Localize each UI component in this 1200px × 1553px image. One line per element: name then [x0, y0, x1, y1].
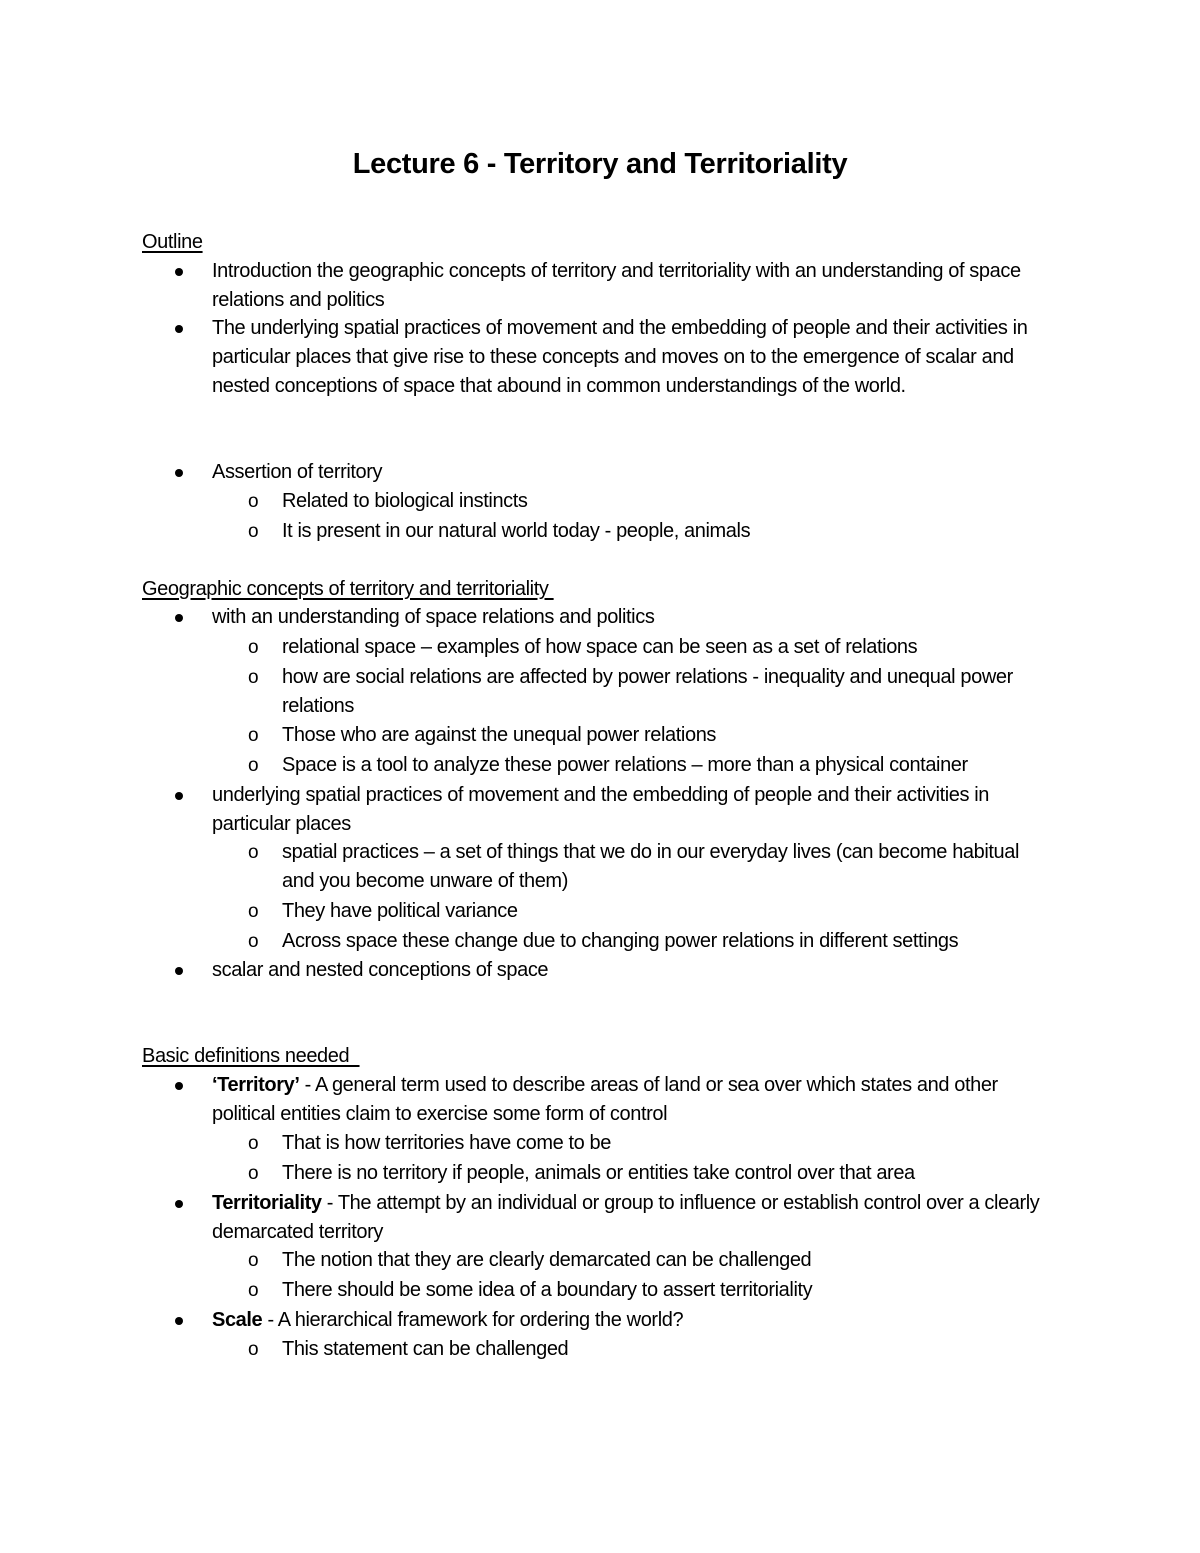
bullet-icon: [175, 268, 183, 276]
circle-bullet-icon: o: [248, 725, 259, 746]
sub-list-item: o There should be some idea of a boundary to assert territoriality: [282, 1276, 1082, 1305]
sub-list-item: o spatial practices – a set of things that we do in our everyday lives (can become habitual and you become unware of them): [282, 838, 1052, 896]
bullet-icon: [175, 1200, 183, 1208]
term-territory: ‘Territory’: [212, 1074, 300, 1096]
circle-bullet-icon: o: [248, 901, 259, 922]
circle-bullet-icon: o: [248, 931, 259, 952]
bullet-icon: [175, 967, 183, 975]
circle-bullet-icon: o: [248, 1163, 259, 1184]
circle-bullet-icon: o: [248, 1250, 259, 1271]
list-item: Territoriality - The attempt by an individual or group to influence or establish control over a clearly demarcated territory: [212, 1189, 1042, 1247]
bullet-icon: [175, 792, 183, 800]
circle-bullet-icon: o: [248, 842, 259, 863]
circle-bullet-icon: o: [248, 667, 259, 688]
list-item: underlying spatial practices of movement and the embedding of people and their activities in particular places: [212, 781, 1012, 839]
bullet-icon: [175, 325, 183, 333]
sub-list-item: o This statement can be challenged: [282, 1335, 1082, 1364]
circle-bullet-icon: o: [248, 521, 259, 542]
sub-list-item: o relational space – examples of how space can be seen as a set of relations: [282, 633, 1082, 662]
circle-bullet-icon: o: [248, 491, 259, 512]
sub-list-item: o There is no territory if people, animals or entities take control over that area: [282, 1159, 1082, 1188]
section-heading-geographic-concepts: Geographic concepts of territory and territoriality: [142, 578, 554, 600]
sub-list-item: o how are social relations are affected by power relations - inequality and unequal power relations: [282, 663, 1072, 721]
sub-list-item: o Those who are against the unequal power relations: [282, 721, 1082, 750]
bullet-icon: [175, 1082, 183, 1090]
sub-list-item: o Space is a tool to analyze these power relations – more than a physical container: [282, 751, 1112, 780]
bullet-icon: [175, 469, 183, 477]
circle-bullet-icon: o: [248, 1280, 259, 1301]
list-item: The underlying spatial practices of movement and the embedding of people and their activities in particular places that give rise to these concepts and moves on to the emergence of scalar and nested conceptions of space that abound in common understandings of the world.: [212, 314, 1072, 401]
list-item: Assertion of territory: [212, 458, 1072, 487]
sub-list-item: o It is present in our natural world today - people, animals: [282, 517, 1082, 546]
term-territoriality: Territoriality: [212, 1192, 322, 1214]
page-title: Lecture 6 - Territory and Territoriality: [352, 148, 848, 180]
circle-bullet-icon: o: [248, 637, 259, 658]
section-heading-outline: Outline: [142, 231, 203, 253]
circle-bullet-icon: o: [248, 1339, 259, 1360]
circle-bullet-icon: o: [248, 1133, 259, 1154]
term-scale: Scale: [212, 1309, 263, 1331]
sub-list-item: o The notion that they are clearly demarcated can be challenged: [282, 1246, 1082, 1275]
sub-list-item: o Across space these change due to changing power relations in different settings: [282, 927, 1112, 956]
bullet-icon: [175, 614, 183, 622]
list-item: Introduction the geographic concepts of territory and territoriality with an understanding of space relations and politics: [212, 257, 1072, 315]
list-item: scalar and nested conceptions of space: [212, 956, 1072, 985]
section-heading-basic-definitions: Basic definitions needed: [142, 1045, 360, 1067]
sub-list-item: o They have political variance: [282, 897, 1082, 926]
bullet-icon: [175, 1317, 183, 1325]
list-item: with an understanding of space relations and politics: [212, 603, 1072, 632]
list-item: Scale - A hierarchical framework for ordering the world?: [212, 1306, 1072, 1335]
sub-list-item: o That is how territories have come to be: [282, 1129, 1082, 1158]
circle-bullet-icon: o: [248, 755, 259, 776]
list-item: ‘Territory’ - A general term used to describe areas of land or sea over which states and other political entities claim to exercise some form of control: [212, 1071, 1052, 1129]
sub-list-item: o Related to biological instincts: [282, 487, 1082, 516]
